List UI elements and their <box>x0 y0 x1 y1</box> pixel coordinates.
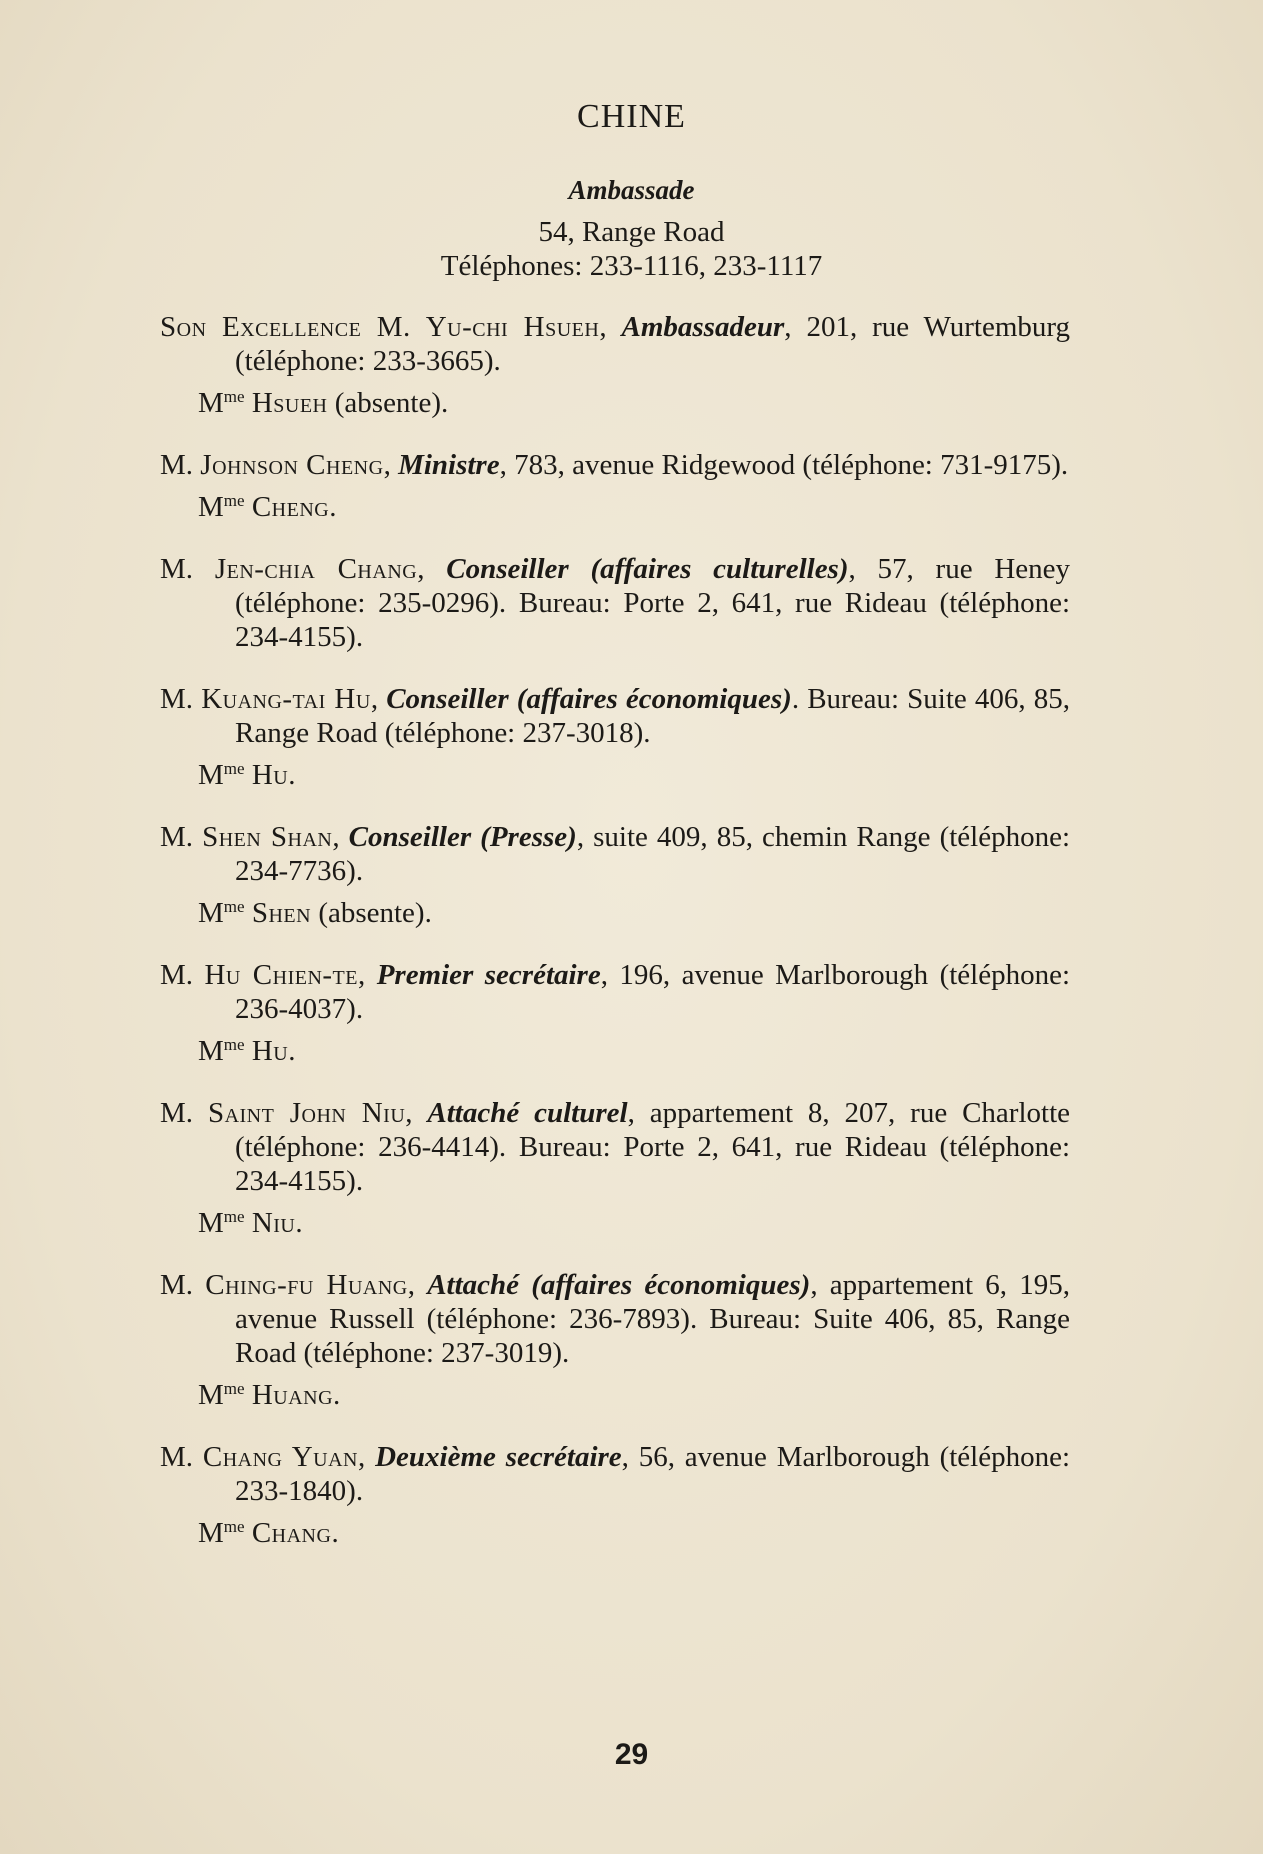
staff-entry: Son Excellence M. Yu-chi Hsueh, Ambassadeur, 201, rue Wurtemburg (téléphone: 233-3665). $M^{me}$ Hsueh (absente). <box>160 311 1071 419</box>
entry-spouse: $M^{me}$ Huang. <box>198 1379 341 1411</box>
entry-prefix: M. <box>160 1441 194 1473</box>
staff-entry: M. Hu Chien-te, Premier secrétaire, 196, avenue Marlborough (téléphone: 236-4037). $M^{me}$ Hu. <box>160 959 1071 1067</box>
entry-spouse: $M^{me}$ Hu. <box>198 759 296 791</box>
entry-details: , appartement 8, 207, rue Charlotte (téléphone: 236-4414). Bureau: Porte 2, 641, rue Rideau (téléphone: 234-4155). <box>235 1097 1071 1197</box>
entry-details: , 56, avenue Marlborough (téléphone: 233-1840). <box>235 1441 1071 1507</box>
entry-name: Shen Shan <box>202 821 333 853</box>
entry-spouse: $M^{me}$ Hu. <box>198 1035 296 1067</box>
page-number: 29 <box>614 1738 649 1771</box>
entry-spouse: $M^{me}$ Hsueh (absente). <box>198 387 449 419</box>
entry-name: Saint John Niu <box>207 1097 406 1129</box>
staff-entry: M. Saint John Niu, Attaché culturel, appartement 8, 207, rue Charlotte (téléphone: 236-4414). Bureau: Porte 2, 641, rue Rideau (téléphone: 234-4155). $M^{me}$ Niu. <box>160 1097 1071 1239</box>
entry-prefix: M. <box>160 449 194 481</box>
entry-prefix: M. <box>160 1097 194 1129</box>
entry-details: , 201, rue Wurtemburg (téléphone: 233-3665). <box>235 311 1071 377</box>
entry-name: Hu Chien-te <box>204 959 358 991</box>
entry-details: , appartement 6, 195, avenue Russell (téléphone: 236-7893). Bureau: Suite 406, 85, Range Road (téléphone: 237-3019). <box>235 1269 1070 1369</box>
entry-spouse: $M^{me}$ Chang. <box>198 1517 339 1549</box>
entry-spouse: $M^{me}$ Niu. <box>198 1207 303 1239</box>
entry-name: Jen-chia Chang <box>214 553 418 585</box>
entry-prefix: M. <box>160 553 194 585</box>
entry-details: . Bureau: Suite 406, 85, Range Road (téléphone: 237-3018). <box>235 683 1071 749</box>
entry-prefix: Son Excellence M. <box>160 311 411 343</box>
entry-title: Attaché (affaires économiques) <box>427 1269 811 1301</box>
embassy-phones: Téléphones: 233-1116, 233-1117 <box>440 250 823 282</box>
entry-spouse: $M^{me}$ Shen (absente). <box>198 897 432 929</box>
entry-details: , suite 409, 85, chemin Range (téléphone: 234-7736). <box>235 821 1071 887</box>
entry-name: Ching-fu Huang <box>205 1269 408 1301</box>
entry-title: Ministre <box>398 449 500 481</box>
staff-list <box>160 310 1070 1578</box>
entry-name: Johnson Cheng <box>200 449 384 481</box>
entry-prefix: M. <box>160 1269 194 1301</box>
section-heading: Ambassade <box>568 175 695 205</box>
staff-entry: M. Kuang-tai Hu, Conseiller (affaires économiques). Bureau: Suite 406, 85, Range Road (téléphone: 237-3018). $M^{me}$ Hu. <box>160 683 1071 791</box>
staff-entry: M. Shen Shan, Conseiller (Presse), suite 409, 85, chemin Range (téléphone: 234-7736). $M^{me}$ Shen (absente). <box>160 821 1071 929</box>
entry-details: , 196, avenue Marlborough (téléphone: 236-4037). <box>235 959 1071 1025</box>
staff-entry: M. Jen-chia Chang, Conseiller (affaires culturelles), 57, rue Heney (téléphone: 235-0296). Bureau: Porte 2, 641, rue Rideau (téléphone: 234-4155). <box>160 553 1071 653</box>
entry-title: Attaché culturel <box>427 1097 628 1129</box>
country-heading: CHINE <box>577 98 686 135</box>
embassy-address: 54, Range Road <box>538 216 725 248</box>
entry-title: Conseiller (Presse) <box>348 821 577 853</box>
entry-title: Deuxième secrétaire <box>375 1441 622 1473</box>
entry-prefix: M. <box>160 683 194 715</box>
staff-entry: M. Chang Yuan, Deuxième secrétaire, 56, avenue Marlborough (téléphone: 233-1840). $M^{me}$ Chang. <box>160 1441 1071 1549</box>
entry-name: Yu-chi Hsueh <box>425 311 600 343</box>
entry-spouse: $M^{me}$ Cheng. <box>198 491 337 523</box>
entry-title: Conseiller (affaires culturelles) <box>446 553 849 585</box>
entry-details: , 783, avenue Ridgewood (téléphone: 731-9175). <box>499 449 1069 481</box>
entry-prefix: M. <box>160 821 194 853</box>
entry-name: Kuang-tai Hu <box>201 683 371 715</box>
entry-details: , 57, rue Heney (téléphone: 235-0296). Bureau: Porte 2, 641, rue Rideau (téléphone: 234-4155). <box>235 553 1071 653</box>
entry-title: Premier secrétaire <box>376 959 601 991</box>
entry-title: Ambassadeur <box>621 311 785 343</box>
staff-entry: M. Ching-fu Huang, Attaché (affaires économiques), appartement 6, 195, avenue Russell (téléphone: 236-7893). Bureau: Suite 406, 85, Range Road (téléphone: 237-3019). $M^{me}$ Huang. <box>160 1269 1070 1411</box>
entry-title: Conseiller (affaires économiques) <box>386 683 792 715</box>
entry-name: Chang Yuan <box>202 1441 359 1473</box>
entry-prefix: M. <box>160 959 194 991</box>
staff-entry: M. Johnson Cheng, Ministre, 783, avenue Ridgewood (téléphone: 731-9175). $M^{me}$ Cheng. <box>160 449 1069 523</box>
